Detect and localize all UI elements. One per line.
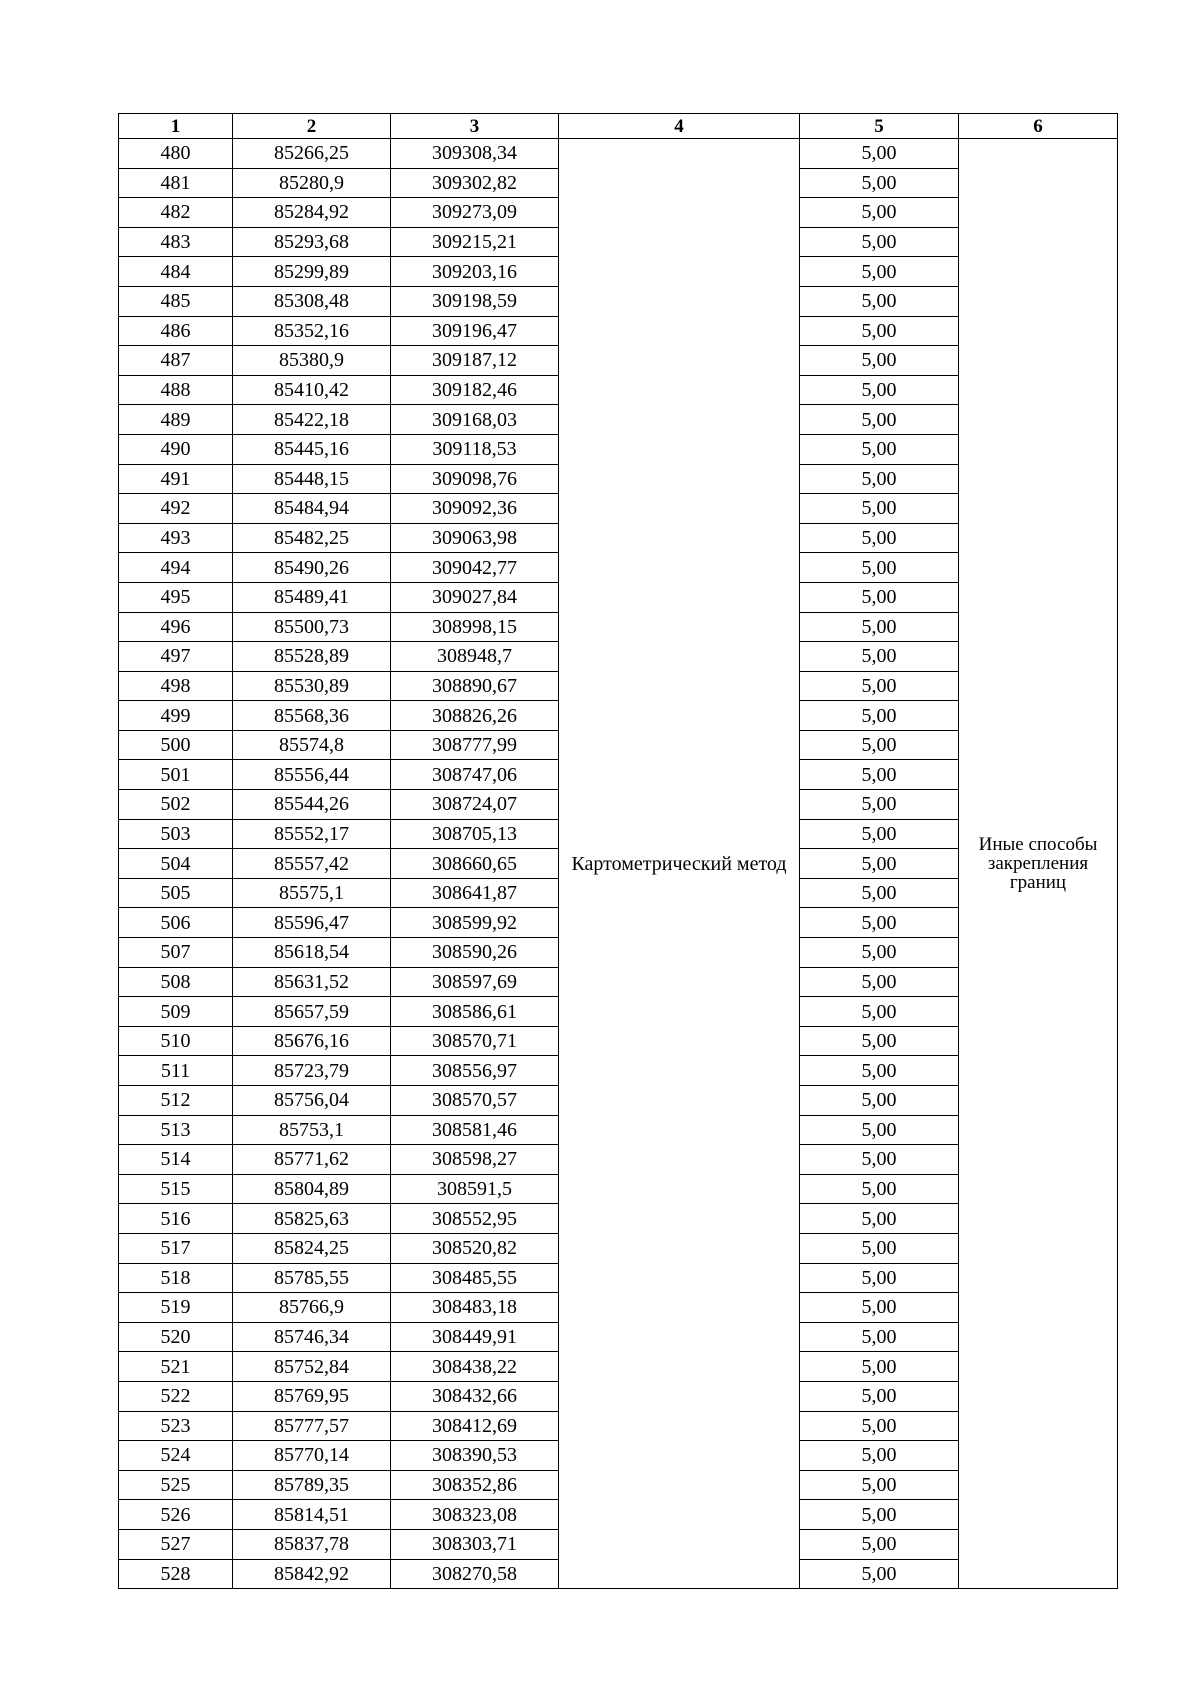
x-coordinate-cell: 85448,15 bbox=[233, 464, 391, 494]
accuracy-cell: 5,00 bbox=[800, 849, 959, 879]
point-number-cell: 508 bbox=[119, 967, 233, 997]
point-number-cell: 517 bbox=[119, 1233, 233, 1263]
header-cell: 5 bbox=[800, 114, 959, 139]
y-coordinate-cell: 309215,21 bbox=[391, 227, 559, 257]
y-coordinate-cell: 308390,53 bbox=[391, 1441, 559, 1471]
header-cell: 6 bbox=[959, 114, 1118, 139]
point-number-cell: 527 bbox=[119, 1529, 233, 1559]
y-coordinate-cell: 308591,5 bbox=[391, 1174, 559, 1204]
point-number-cell: 491 bbox=[119, 464, 233, 494]
x-coordinate-cell: 85299,89 bbox=[233, 257, 391, 287]
point-number-cell: 522 bbox=[119, 1381, 233, 1411]
y-coordinate-cell: 309027,84 bbox=[391, 582, 559, 612]
y-coordinate-cell: 308570,57 bbox=[391, 1086, 559, 1116]
x-coordinate-cell: 85530,89 bbox=[233, 671, 391, 701]
method-cell: Картометрический метод bbox=[559, 139, 800, 1589]
y-coordinate-cell: 308323,08 bbox=[391, 1500, 559, 1530]
accuracy-cell: 5,00 bbox=[800, 1086, 959, 1116]
accuracy-cell: 5,00 bbox=[800, 1204, 959, 1234]
x-coordinate-cell: 85752,84 bbox=[233, 1352, 391, 1382]
point-number-cell: 504 bbox=[119, 849, 233, 879]
header-row bbox=[119, 114, 1118, 139]
accuracy-cell: 5,00 bbox=[800, 139, 959, 169]
point-number-cell: 519 bbox=[119, 1293, 233, 1323]
accuracy-cell: 5,00 bbox=[800, 168, 959, 198]
y-coordinate-cell: 308552,95 bbox=[391, 1204, 559, 1234]
x-coordinate-cell: 85352,16 bbox=[233, 316, 391, 346]
x-coordinate-cell: 85766,9 bbox=[233, 1293, 391, 1323]
table-row bbox=[119, 139, 1118, 169]
point-number-cell: 502 bbox=[119, 790, 233, 820]
point-number-cell: 482 bbox=[119, 198, 233, 228]
y-coordinate-cell: 308483,18 bbox=[391, 1293, 559, 1323]
y-coordinate-cell: 308449,91 bbox=[391, 1322, 559, 1352]
y-coordinate-cell: 308948,7 bbox=[391, 642, 559, 672]
point-number-cell: 526 bbox=[119, 1500, 233, 1530]
point-number-cell: 494 bbox=[119, 553, 233, 583]
point-number-cell: 515 bbox=[119, 1174, 233, 1204]
x-coordinate-cell: 85484,94 bbox=[233, 494, 391, 524]
point-number-cell: 484 bbox=[119, 257, 233, 287]
point-number-cell: 500 bbox=[119, 730, 233, 760]
x-coordinate-cell: 85280,9 bbox=[233, 168, 391, 198]
accuracy-cell: 5,00 bbox=[800, 316, 959, 346]
x-coordinate-cell: 85557,42 bbox=[233, 849, 391, 879]
accuracy-cell: 5,00 bbox=[800, 198, 959, 228]
x-coordinate-cell: 85552,17 bbox=[233, 819, 391, 849]
point-number-cell: 521 bbox=[119, 1352, 233, 1382]
point-number-cell: 518 bbox=[119, 1263, 233, 1293]
y-coordinate-cell: 308777,99 bbox=[391, 730, 559, 760]
point-number-cell: 481 bbox=[119, 168, 233, 198]
accuracy-cell: 5,00 bbox=[800, 1263, 959, 1293]
x-coordinate-cell: 85770,14 bbox=[233, 1441, 391, 1471]
point-number-cell: 512 bbox=[119, 1086, 233, 1116]
x-coordinate-cell: 85380,9 bbox=[233, 346, 391, 376]
point-number-cell: 525 bbox=[119, 1470, 233, 1500]
x-coordinate-cell: 85544,26 bbox=[233, 790, 391, 820]
y-coordinate-cell: 309187,12 bbox=[391, 346, 559, 376]
fixing-method-line: границ bbox=[1009, 872, 1067, 894]
accuracy-cell: 5,00 bbox=[800, 523, 959, 553]
accuracy-cell: 5,00 bbox=[800, 790, 959, 820]
accuracy-cell: 5,00 bbox=[800, 1293, 959, 1323]
y-coordinate-cell: 309118,53 bbox=[391, 434, 559, 464]
y-coordinate-cell: 308586,61 bbox=[391, 997, 559, 1027]
x-coordinate-cell: 85824,25 bbox=[233, 1233, 391, 1263]
y-coordinate-cell: 308598,27 bbox=[391, 1145, 559, 1175]
accuracy-cell: 5,00 bbox=[800, 1145, 959, 1175]
point-number-cell: 483 bbox=[119, 227, 233, 257]
accuracy-cell: 5,00 bbox=[800, 346, 959, 376]
point-number-cell: 487 bbox=[119, 346, 233, 376]
x-coordinate-cell: 85266,25 bbox=[233, 139, 391, 169]
x-coordinate-cell: 85284,92 bbox=[233, 198, 391, 228]
y-coordinate-cell: 308352,86 bbox=[391, 1470, 559, 1500]
point-number-cell: 506 bbox=[119, 908, 233, 938]
x-coordinate-cell: 85574,8 bbox=[233, 730, 391, 760]
fixing-method-line: закрепления bbox=[987, 853, 1089, 875]
y-coordinate-cell: 308303,71 bbox=[391, 1529, 559, 1559]
y-coordinate-cell: 309273,09 bbox=[391, 198, 559, 228]
accuracy-cell: 5,00 bbox=[800, 878, 959, 908]
x-coordinate-cell: 85308,48 bbox=[233, 286, 391, 316]
x-coordinate-cell: 85842,92 bbox=[233, 1559, 391, 1589]
fixing-method-cell bbox=[959, 139, 1118, 1589]
point-number-cell: 501 bbox=[119, 760, 233, 790]
point-number-cell: 498 bbox=[119, 671, 233, 701]
y-coordinate-cell: 308724,07 bbox=[391, 790, 559, 820]
y-coordinate-cell: 309302,82 bbox=[391, 168, 559, 198]
y-coordinate-cell: 308570,71 bbox=[391, 1026, 559, 1056]
x-coordinate-cell: 85785,55 bbox=[233, 1263, 391, 1293]
y-coordinate-cell: 308520,82 bbox=[391, 1233, 559, 1263]
accuracy-cell: 5,00 bbox=[800, 582, 959, 612]
y-coordinate-cell: 309198,59 bbox=[391, 286, 559, 316]
accuracy-cell: 5,00 bbox=[800, 1470, 959, 1500]
accuracy-cell: 5,00 bbox=[800, 286, 959, 316]
y-coordinate-cell: 308747,06 bbox=[391, 760, 559, 790]
point-number-cell: 509 bbox=[119, 997, 233, 1027]
x-coordinate-cell: 85445,16 bbox=[233, 434, 391, 464]
y-coordinate-cell: 309182,46 bbox=[391, 375, 559, 405]
coordinates-table bbox=[118, 113, 1118, 1589]
point-number-cell: 523 bbox=[119, 1411, 233, 1441]
table-body bbox=[119, 139, 1118, 1589]
point-number-cell: 496 bbox=[119, 612, 233, 642]
point-number-cell: 505 bbox=[119, 878, 233, 908]
y-coordinate-cell: 308998,15 bbox=[391, 612, 559, 642]
x-coordinate-cell: 85756,04 bbox=[233, 1086, 391, 1116]
accuracy-cell: 5,00 bbox=[800, 1056, 959, 1086]
x-coordinate-cell: 85777,57 bbox=[233, 1411, 391, 1441]
x-coordinate-cell: 85568,36 bbox=[233, 701, 391, 731]
accuracy-cell: 5,00 bbox=[800, 760, 959, 790]
x-coordinate-cell: 85814,51 bbox=[233, 1500, 391, 1530]
x-coordinate-cell: 85723,79 bbox=[233, 1056, 391, 1086]
y-coordinate-cell: 308412,69 bbox=[391, 1411, 559, 1441]
y-coordinate-cell: 309092,36 bbox=[391, 494, 559, 524]
y-coordinate-cell: 308270,58 bbox=[391, 1559, 559, 1589]
x-coordinate-cell: 85804,89 bbox=[233, 1174, 391, 1204]
x-coordinate-cell: 85676,16 bbox=[233, 1026, 391, 1056]
point-number-cell: 528 bbox=[119, 1559, 233, 1589]
x-coordinate-cell: 85490,26 bbox=[233, 553, 391, 583]
x-coordinate-cell: 85575,1 bbox=[233, 878, 391, 908]
point-number-cell: 511 bbox=[119, 1056, 233, 1086]
x-coordinate-cell: 85482,25 bbox=[233, 523, 391, 553]
x-coordinate-cell: 85825,63 bbox=[233, 1204, 391, 1234]
point-number-cell: 492 bbox=[119, 494, 233, 524]
point-number-cell: 495 bbox=[119, 582, 233, 612]
accuracy-cell: 5,00 bbox=[800, 730, 959, 760]
accuracy-cell: 5,00 bbox=[800, 553, 959, 583]
fixing-method-line: Иные способы bbox=[978, 834, 1098, 856]
accuracy-cell: 5,00 bbox=[800, 1411, 959, 1441]
point-number-cell: 493 bbox=[119, 523, 233, 553]
x-coordinate-cell: 85657,59 bbox=[233, 997, 391, 1027]
accuracy-cell: 5,00 bbox=[800, 1529, 959, 1559]
point-number-cell: 513 bbox=[119, 1115, 233, 1145]
y-coordinate-cell: 308590,26 bbox=[391, 938, 559, 968]
y-coordinate-cell: 309098,76 bbox=[391, 464, 559, 494]
x-coordinate-cell: 85746,34 bbox=[233, 1322, 391, 1352]
header-cell: 4 bbox=[559, 114, 800, 139]
header-cell: 2 bbox=[233, 114, 391, 139]
header-cell: 3 bbox=[391, 114, 559, 139]
point-number-cell: 480 bbox=[119, 139, 233, 169]
x-coordinate-cell: 85293,68 bbox=[233, 227, 391, 257]
accuracy-cell: 5,00 bbox=[800, 1233, 959, 1263]
accuracy-cell: 5,00 bbox=[800, 227, 959, 257]
point-number-cell: 510 bbox=[119, 1026, 233, 1056]
accuracy-cell: 5,00 bbox=[800, 908, 959, 938]
y-coordinate-cell: 308432,66 bbox=[391, 1381, 559, 1411]
x-coordinate-cell: 85556,44 bbox=[233, 760, 391, 790]
y-coordinate-cell: 308438,22 bbox=[391, 1352, 559, 1382]
accuracy-cell: 5,00 bbox=[800, 1115, 959, 1145]
accuracy-cell: 5,00 bbox=[800, 375, 959, 405]
accuracy-cell: 5,00 bbox=[800, 405, 959, 435]
y-coordinate-cell: 308705,13 bbox=[391, 819, 559, 849]
point-number-cell: 485 bbox=[119, 286, 233, 316]
x-coordinate-cell: 85528,89 bbox=[233, 642, 391, 672]
y-coordinate-cell: 309308,34 bbox=[391, 139, 559, 169]
accuracy-cell: 5,00 bbox=[800, 1441, 959, 1471]
point-number-cell: 507 bbox=[119, 938, 233, 968]
x-coordinate-cell: 85769,95 bbox=[233, 1381, 391, 1411]
x-coordinate-cell: 85631,52 bbox=[233, 967, 391, 997]
y-coordinate-cell: 308826,26 bbox=[391, 701, 559, 731]
y-coordinate-cell: 309196,47 bbox=[391, 316, 559, 346]
point-number-cell: 490 bbox=[119, 434, 233, 464]
point-number-cell: 489 bbox=[119, 405, 233, 435]
x-coordinate-cell: 85618,54 bbox=[233, 938, 391, 968]
point-number-cell: 499 bbox=[119, 701, 233, 731]
point-number-cell: 514 bbox=[119, 1145, 233, 1175]
accuracy-cell: 5,00 bbox=[800, 1352, 959, 1382]
accuracy-cell: 5,00 bbox=[800, 257, 959, 287]
point-number-cell: 488 bbox=[119, 375, 233, 405]
accuracy-cell: 5,00 bbox=[800, 1174, 959, 1204]
accuracy-cell: 5,00 bbox=[800, 938, 959, 968]
accuracy-cell: 5,00 bbox=[800, 671, 959, 701]
x-coordinate-cell: 85789,35 bbox=[233, 1470, 391, 1500]
y-coordinate-cell: 308641,87 bbox=[391, 878, 559, 908]
accuracy-cell: 5,00 bbox=[800, 997, 959, 1027]
point-number-cell: 524 bbox=[119, 1441, 233, 1471]
accuracy-cell: 5,00 bbox=[800, 819, 959, 849]
x-coordinate-cell: 85837,78 bbox=[233, 1529, 391, 1559]
x-coordinate-cell: 85500,73 bbox=[233, 612, 391, 642]
point-number-cell: 520 bbox=[119, 1322, 233, 1352]
y-coordinate-cell: 309042,77 bbox=[391, 553, 559, 583]
accuracy-cell: 5,00 bbox=[800, 701, 959, 731]
accuracy-cell: 5,00 bbox=[800, 494, 959, 524]
accuracy-cell: 5,00 bbox=[800, 612, 959, 642]
x-coordinate-cell: 85489,41 bbox=[233, 582, 391, 612]
point-number-cell: 486 bbox=[119, 316, 233, 346]
accuracy-cell: 5,00 bbox=[800, 1500, 959, 1530]
header-cell: 1 bbox=[119, 114, 233, 139]
x-coordinate-cell: 85753,1 bbox=[233, 1115, 391, 1145]
accuracy-cell: 5,00 bbox=[800, 1559, 959, 1589]
point-number-cell: 516 bbox=[119, 1204, 233, 1234]
x-coordinate-cell: 85422,18 bbox=[233, 405, 391, 435]
accuracy-cell: 5,00 bbox=[800, 642, 959, 672]
x-coordinate-cell: 85410,42 bbox=[233, 375, 391, 405]
y-coordinate-cell: 308556,97 bbox=[391, 1056, 559, 1086]
accuracy-cell: 5,00 bbox=[800, 434, 959, 464]
x-coordinate-cell: 85771,62 bbox=[233, 1145, 391, 1175]
accuracy-cell: 5,00 bbox=[800, 1381, 959, 1411]
y-coordinate-cell: 308890,67 bbox=[391, 671, 559, 701]
y-coordinate-cell: 308485,55 bbox=[391, 1263, 559, 1293]
accuracy-cell: 5,00 bbox=[800, 464, 959, 494]
y-coordinate-cell: 308597,69 bbox=[391, 967, 559, 997]
y-coordinate-cell: 308660,65 bbox=[391, 849, 559, 879]
accuracy-cell: 5,00 bbox=[800, 1322, 959, 1352]
y-coordinate-cell: 309063,98 bbox=[391, 523, 559, 553]
accuracy-cell: 5,00 bbox=[800, 967, 959, 997]
point-number-cell: 497 bbox=[119, 642, 233, 672]
y-coordinate-cell: 309168,03 bbox=[391, 405, 559, 435]
x-coordinate-cell: 85596,47 bbox=[233, 908, 391, 938]
point-number-cell: 503 bbox=[119, 819, 233, 849]
accuracy-cell: 5,00 bbox=[800, 1026, 959, 1056]
y-coordinate-cell: 308581,46 bbox=[391, 1115, 559, 1145]
y-coordinate-cell: 309203,16 bbox=[391, 257, 559, 287]
y-coordinate-cell: 308599,92 bbox=[391, 908, 559, 938]
